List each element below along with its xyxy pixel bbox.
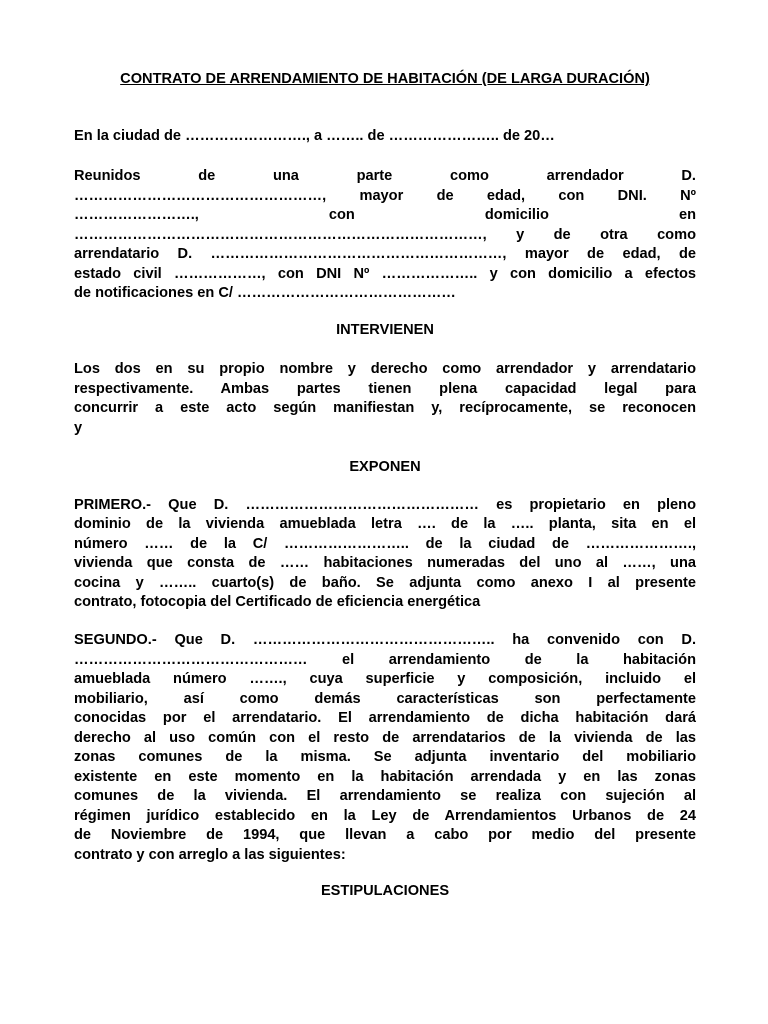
paragraph-line: mobiliario, así como demás características son perfectamente bbox=[74, 691, 696, 707]
paragraph-line: cocina y …….. cuarto(s) de baño. Se adjunta como anexo I al presente bbox=[74, 575, 696, 591]
paragraph-line: conocidas por el arrendatario. El arrendamiento de dicha habitación dará bbox=[74, 710, 696, 726]
paragraph-line: Reunidos de una parte como arrendador D. bbox=[74, 168, 696, 184]
section-heading-exponen: EXPONEN bbox=[349, 459, 421, 475]
paragraph-line: SEGUNDO.- Que D. ………………………………………….. ha convenido con D. bbox=[74, 632, 696, 648]
date-line: En la ciudad de ……………………., a …….. de ………………….. de 20… bbox=[74, 128, 555, 144]
paragraph-line: Los dos en su propio nombre y derecho como arrendador y arrendatario bbox=[74, 361, 696, 377]
paragraph-line: vivienda que consta de …… habitaciones numeradas del uno al ……, una bbox=[74, 555, 696, 571]
document-title: CONTRATO DE ARRENDAMIENTO DE HABITACIÓN (DE LARGA DURACIÓN) bbox=[120, 71, 650, 87]
paragraph-line: contrato, fotocopia del Certificado de eficiencia energética bbox=[74, 594, 481, 610]
paragraph-line: zonas comunes de la misma. Se adjunta inventario del mobiliario bbox=[74, 749, 696, 765]
paragraph-line: respectivamente. Ambas partes tienen plena capacidad legal para bbox=[74, 381, 696, 397]
paragraph-line: derecho al uso común con el resto de arrendatarios de la vivienda de las bbox=[74, 730, 696, 746]
paragraph-line: número …… de la C/ …………………….. de la ciudad de …………………., bbox=[74, 536, 696, 552]
paragraph-line: régimen jurídico establecido en la Ley de Arrendamientos Urbanos de 24 bbox=[74, 808, 696, 824]
section-heading-intervienen: INTERVIENEN bbox=[336, 322, 434, 338]
paragraph-line: comunes de la vivienda. El arrendamiento se realiza con sujeción al bbox=[74, 788, 696, 804]
paragraph-line: dominio de la vivienda amueblada letra …. de la ….. planta, sita en el bbox=[74, 516, 696, 532]
paragraph-line: ………………………………………… el arrendamiento de la habitación bbox=[74, 652, 696, 668]
paragraph-line: contrato y con arreglo a las siguientes: bbox=[74, 847, 346, 863]
paragraph-line: concurrir a este acto según manifiestan y, recíprocamente, se reconocen bbox=[74, 400, 696, 416]
paragraph-line: ……………………., con domicilio en bbox=[74, 207, 696, 223]
paragraph-line: PRIMERO.- Que D. ………………………………………… es propietario en pleno bbox=[74, 497, 696, 513]
paragraph-line: de Noviembre de 1994, que llevan a cabo por medio del presente bbox=[74, 827, 696, 843]
paragraph-line: de notificaciones en C/ ……………………………………… bbox=[74, 285, 456, 301]
paragraph-line: estado civil ………………, con DNI Nº ……………….. y con domicilio a efectos bbox=[74, 266, 696, 282]
section-heading-estipulaciones: ESTIPULACIONES bbox=[320, 883, 450, 899]
paragraph-line: …………………………………………………………………………, y de otra como bbox=[74, 227, 696, 243]
paragraph-line: arrendatario D. ……………………………………………………, mayor de edad, de bbox=[74, 246, 696, 262]
paragraph-line: amueblada número ……., cuya superficie y composición, incluido el bbox=[74, 671, 696, 687]
paragraph-line: y bbox=[74, 420, 83, 436]
paragraph-line: ……………………………………………, mayor de edad, con DNI. Nº bbox=[74, 188, 696, 204]
paragraph-line: existente en este momento en la habitación arrendada y en las zonas bbox=[74, 769, 696, 785]
